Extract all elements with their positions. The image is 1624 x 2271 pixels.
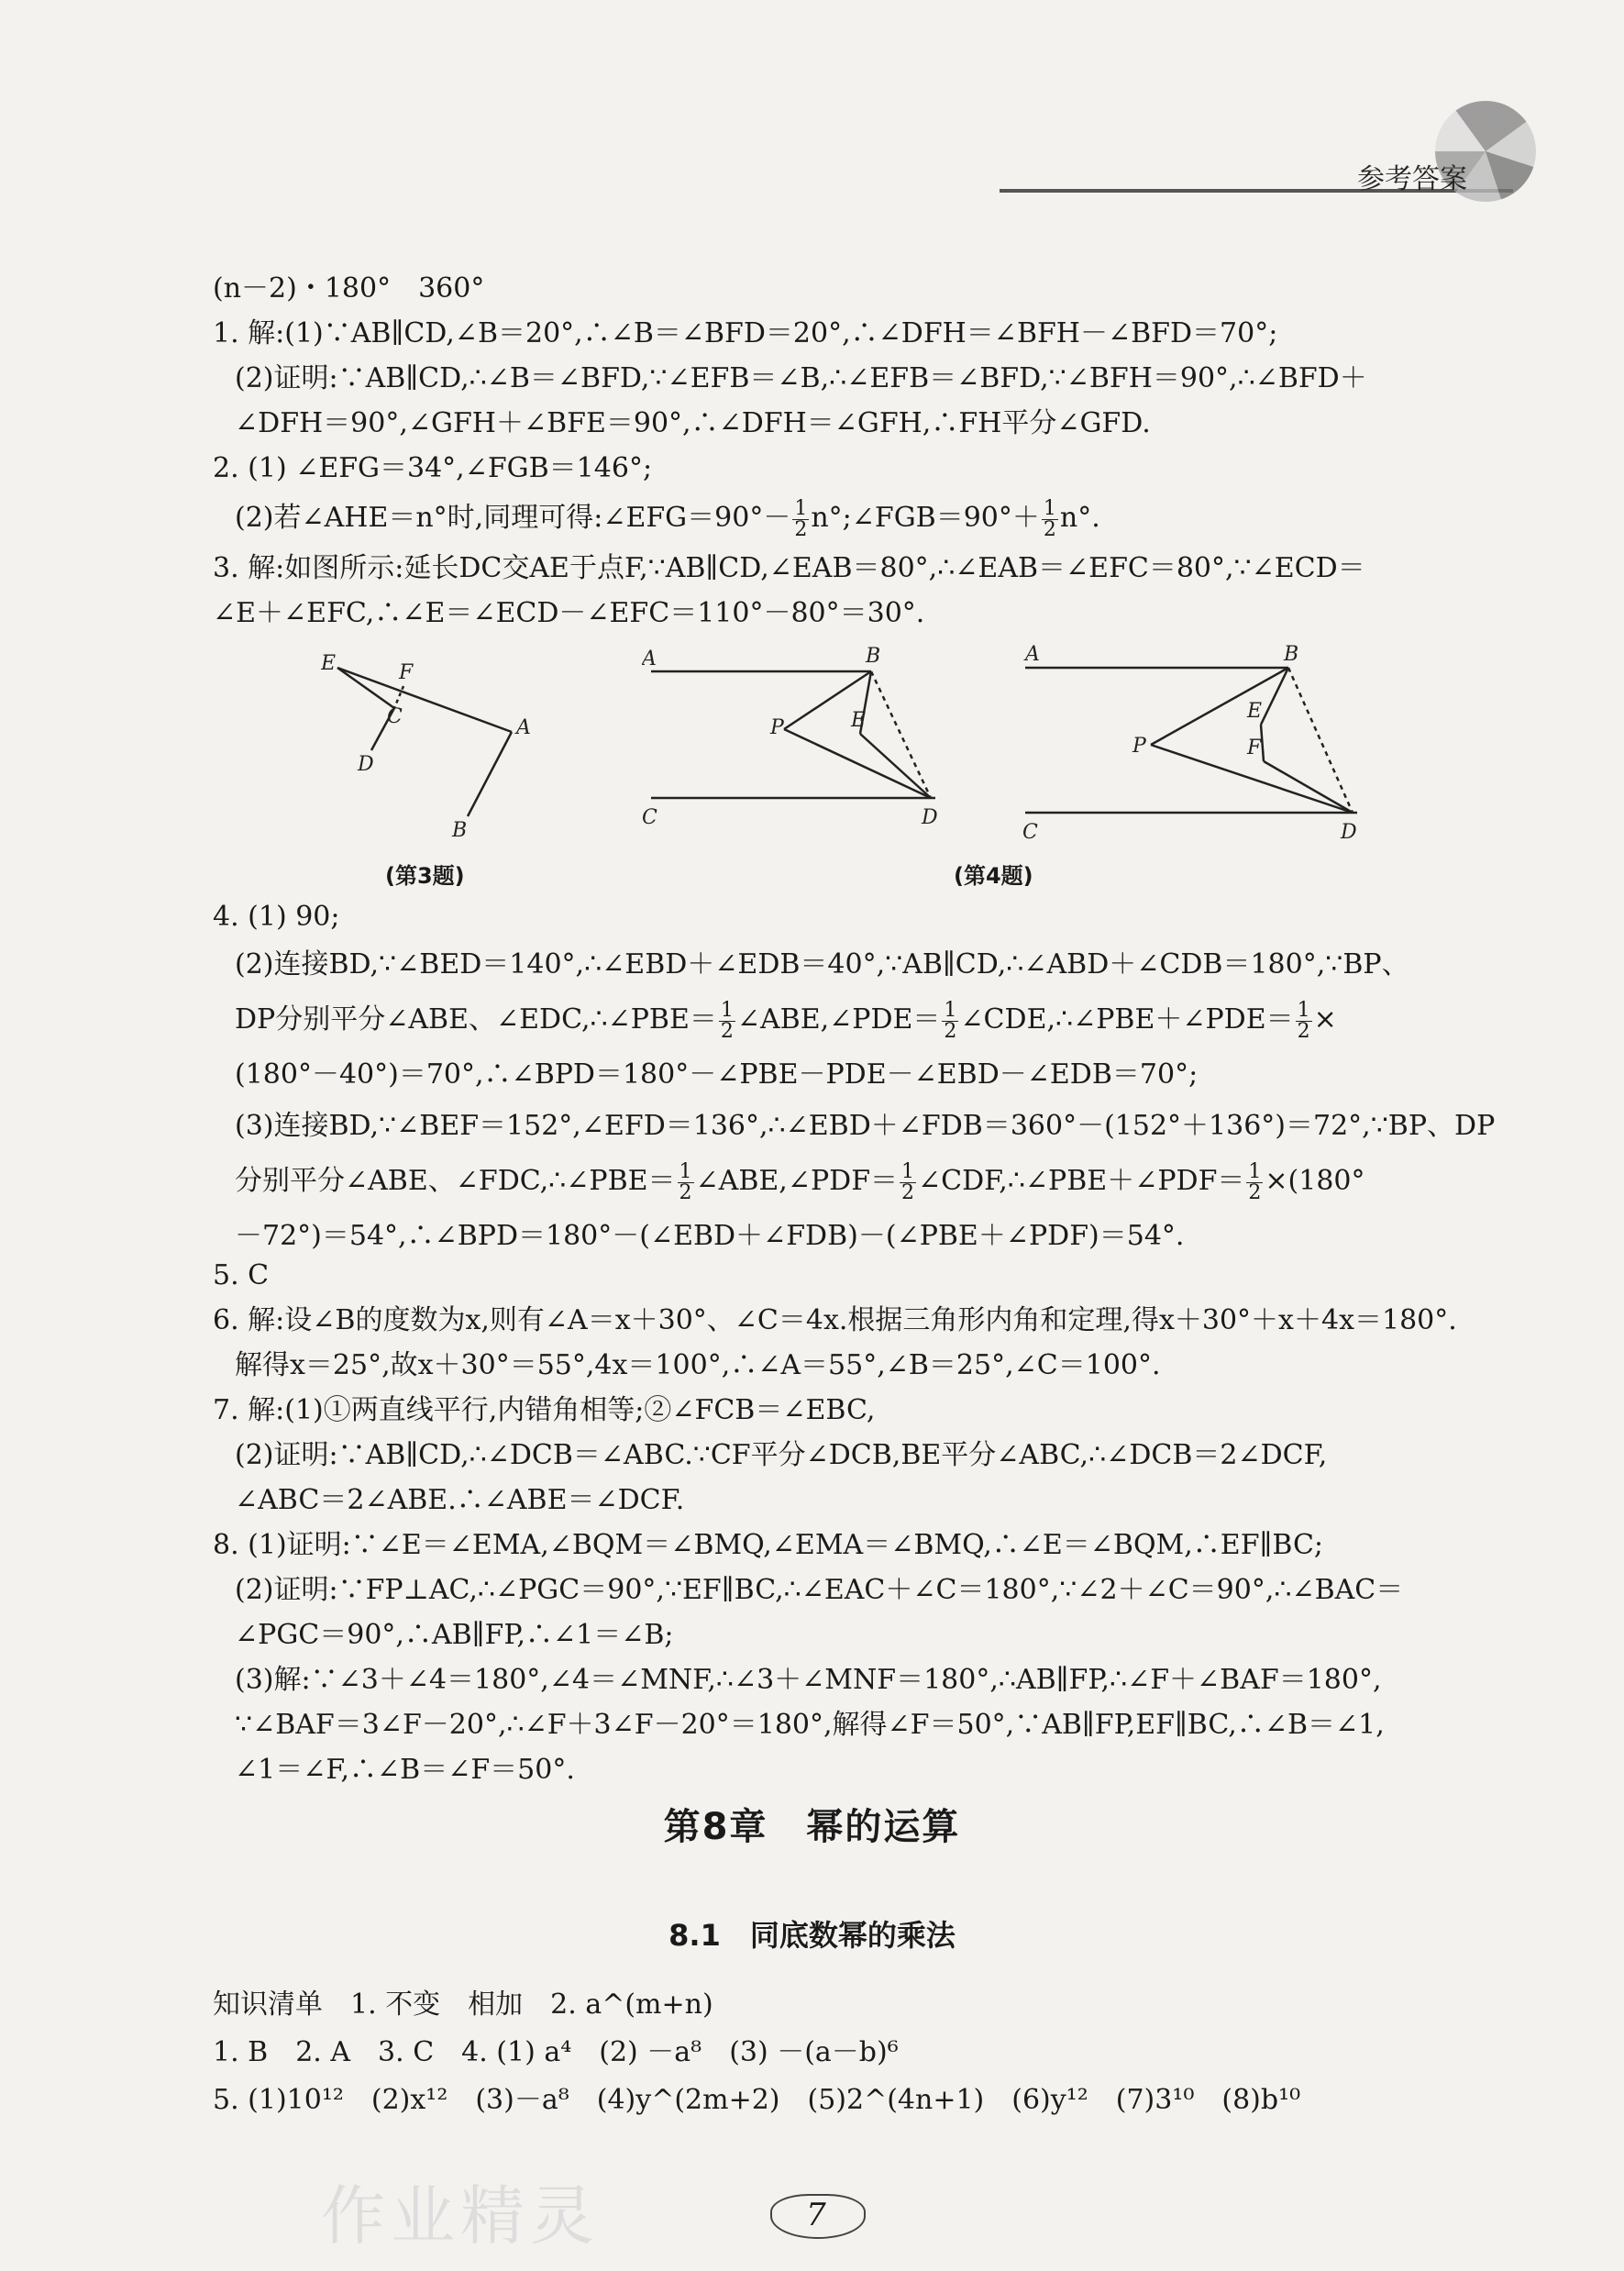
chapter-title: 第8章 幂的运算 [663, 1806, 961, 1848]
header-label: 参考答案 [1357, 163, 1467, 195]
text: n°. [1059, 502, 1100, 534]
line: ∵∠BAF＝3∠F－20°,∴∠F＋3∠F－20°＝180°,解得∠F＝50°,∵AB∥FP,EF∥BC,∴∠B＝∠1, [235, 1709, 1385, 1741]
point-label: D [922, 806, 938, 829]
line: (180°－40°)＝70°,∴∠BPD＝180°－∠PBE－PDE－∠EBD－∠EDB＝70°; [235, 1058, 1199, 1091]
answer-body-3 [213, 1253, 1478, 1792]
text: (2)若∠AHE＝n°时,同理可得:∠EFG＝90°－ [235, 502, 791, 534]
line: 5. C [213, 1259, 270, 1291]
point-label: A [1025, 643, 1040, 666]
fraction: $\frac{1}{2}$ [1248, 1159, 1262, 1204]
fraction: $\frac{1}{2}$ [1297, 998, 1310, 1043]
line: ∠DFH＝90°,∠GFH＋∠BFE＝90°,∴∠DFH＝∠GFH,∴FH平分∠GFD. [235, 407, 1151, 439]
point-label: A [642, 648, 657, 670]
figure-q4a [642, 642, 954, 844]
figure-q3 [321, 642, 550, 853]
line: (2)证明:∵AB∥CD,∴∠B＝∠BFD,∵∠EFB＝∠B,∴∠EFB＝∠BFD,∵∠BFH＝90°,∴∠BFD＋ [235, 362, 1367, 394]
line: 2. (1) ∠EFG＝34°,∠FGB＝146°; [213, 452, 653, 484]
line: 6. 解:设∠B的度数为x,则有∠A＝x＋30°、∠C＝4x.根据三角形内角和定理,得x＋30°＋x＋4x＝180°. [213, 1304, 1457, 1336]
figure-caption: (第3题) [385, 863, 465, 889]
line: (2)证明:∵AB∥CD,∴∠DCB＝∠ABC.∵CF平分∠DCB,BE平分∠ABC,∴∠DCB＝2∠DCF, [235, 1439, 1328, 1471]
line [213, 491, 1478, 546]
line: 知识清单 1. 不变 相加 2. a^(m+n) [213, 1989, 713, 2021]
point-label: A [516, 716, 531, 739]
line: (3)解:∵∠3＋∠4＝180°,∠4＝∠MNF,∴∠3＋∠MNF＝180°,∴AB∥FP,∴∠F＋∠BAF＝180°, [235, 1664, 1382, 1696]
point-label: C [642, 806, 657, 829]
point-label: D [358, 753, 374, 776]
point-label: F [399, 661, 414, 684]
answer-body [213, 266, 1478, 636]
point-label: E [1247, 700, 1263, 723]
point-label: B [866, 645, 881, 668]
line: 解得x＝25°,故x＋30°＝55°,4x＝100°,∴∠A＝55°,∠B＝25°,∠C＝100°. [235, 1349, 1161, 1381]
text: n°;∠FGB＝90°＋ [811, 502, 1040, 534]
line: 分别平分∠ABE、∠FDC,∴∠PBE＝ $\frac{1}{2}$ ∠ABE,∠PDF＝ $\frac{1}{2}$ ∠CDF,∴∠PBE＋∠PDF＝ $\frac{1}{2}$ ×(180° [235, 1159, 1365, 1204]
line: 3. 解:如图所示:延长DC交AE于点F,∵AB∥CD,∠EAB＝80°,∴∠EAB＝∠EFC＝80°,∵∠ECD＝ [213, 552, 1365, 584]
point-label: B [452, 819, 468, 842]
line: 1. B 2. A 3. C 4. (1) a⁴ (2) －a⁸ (3) －(a－b)⁶ [213, 2036, 899, 2068]
fraction: $\frac{1}{2}$ [1043, 496, 1056, 541]
fraction: $\frac{1}{2}$ [794, 496, 808, 541]
line: ∠E＋∠EFC,∴∠E＝∠ECD－∠EFC＝110°－80°＝30°. [213, 597, 925, 629]
point-label: B [1284, 643, 1299, 666]
line: (2)连接BD,∵∠BED＝140°,∴∠EBD＋∠EDB＝40°,∵AB∥CD,∴∠ABD＋∠CDB＝180°,∵BP、 [235, 948, 1409, 980]
page-number: 7 [806, 2197, 826, 2233]
line: DP分别平分∠ABE、∠EDC,∴∠PBE＝ $\frac{1}{2}$ ∠ABE,∠PDE＝ $\frac{1}{2}$ ∠CDE,∴∠PBE＋∠PDE＝ $\frac{1}{2}$ × [235, 998, 1337, 1043]
line: (n－2)・180° 360° [213, 272, 485, 305]
watermark: 作业精灵 [321, 2178, 600, 2254]
line: ∠ABC＝2∠ABE.∴∠ABE＝∠DCF. [235, 1484, 685, 1516]
point-label: D [1341, 821, 1357, 844]
line: ∠1＝∠F,∴∠B＝∠F＝50°. [235, 1754, 575, 1786]
line: 8. (1)证明:∵∠E＝∠EMA,∠BQM＝∠BMQ,∠EMA＝∠BMQ,∴∠E＝∠BQM,∴EF∥BC; [213, 1529, 1324, 1561]
section-title: 8.1 同底数幂的乘法 [668, 1918, 956, 1953]
line: (2)证明:∵FP⊥AC,∴∠PGC＝90°,∵EF∥BC,∴∠EAC＋∠C＝180°,∵∠2＋∠C＝90°,∴∠BAC＝ [235, 1574, 1404, 1606]
point-label: P [770, 716, 784, 739]
point-label: C [387, 705, 403, 728]
figure-q4b [1018, 642, 1366, 844]
line: ∠PGC＝90°,∴AB∥FP,∴∠1＝∠B; [235, 1619, 674, 1651]
line: －72°)＝54°,∴∠BPD＝180°－(∠EBD＋∠FDB)－(∠PBE＋∠PDF)＝54°. [235, 1220, 1185, 1252]
fraction: $\frac{1}{2}$ [679, 1159, 692, 1204]
fraction: $\frac{1}{2}$ [944, 998, 957, 1043]
answer-body-2 [213, 894, 1496, 1262]
line: 7. 解:(1)①两直线平行,内错角相等;②∠FCB＝∠EBC, [213, 1394, 876, 1426]
fraction: $\frac{1}{2}$ [720, 998, 734, 1043]
line: 5. (1)10¹² (2)x¹² (3)－a⁸ (4)y^(2m+2) (5)2^(4n+1) (6)y¹² (7)3¹⁰ (8)b¹⁰ [213, 2084, 1301, 2116]
point-label: E [321, 652, 337, 675]
section-answers [213, 1981, 1300, 2124]
line: 4. (1) 90; [213, 901, 340, 933]
line: (3)连接BD,∵∠BEF＝152°,∠EFD＝136°,∴∠EBD＋∠FDB＝360°－(152°＋136°)＝72°,∵BP、DP [235, 1110, 1496, 1142]
point-label: E [851, 709, 867, 732]
figure-caption: (第4题) [954, 863, 1033, 889]
point-label: P [1132, 735, 1146, 758]
line: 1. 解:(1)∵AB∥CD,∠B＝20°,∴∠B＝∠BFD＝20°,∴∠DFH＝∠BFH－∠BFD＝70°; [213, 317, 1278, 349]
point-label: C [1022, 821, 1038, 844]
fraction: $\frac{1}{2}$ [901, 1159, 915, 1204]
point-label: F [1247, 737, 1262, 759]
